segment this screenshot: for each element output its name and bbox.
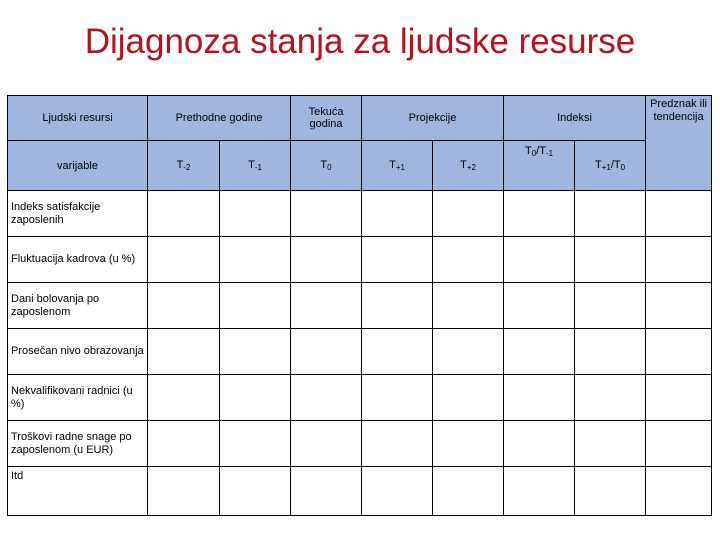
table-cell [433, 191, 504, 237]
table-cell [291, 421, 362, 467]
table-cell [433, 283, 504, 329]
row-label: Dani bolovanja po zaposlenom [8, 283, 148, 329]
table-cell [148, 467, 220, 516]
table-cell [362, 191, 433, 237]
diagnosis-table [7, 95, 712, 516]
table-cell [433, 329, 504, 375]
header-t-plus1: $T_{+1}$ [362, 141, 433, 191]
row-label: Itd [8, 467, 148, 516]
table-cell [646, 421, 712, 467]
table-cell [362, 329, 433, 375]
table-cell [575, 237, 646, 283]
table-cell [291, 375, 362, 421]
table-cell [148, 237, 220, 283]
table-cell [575, 283, 646, 329]
header-varijable: varijable [8, 141, 148, 191]
table-cell [148, 375, 220, 421]
table-cell [362, 283, 433, 329]
table-row [8, 421, 712, 467]
table-cell [362, 421, 433, 467]
table-row [8, 375, 712, 421]
table-cell [504, 421, 575, 467]
table-cell [646, 375, 712, 421]
table-cell [291, 237, 362, 283]
table-cell [291, 191, 362, 237]
table-cell [291, 329, 362, 375]
table-cell [291, 283, 362, 329]
table-cell [433, 421, 504, 467]
table-cell [504, 237, 575, 283]
table-cell [148, 421, 220, 467]
table-cell [148, 283, 220, 329]
row-label: Prosečan nivo obrazovanja [8, 329, 148, 375]
header-row-groups [8, 96, 712, 141]
table-row [8, 237, 712, 283]
row-label: Indeks satisfakcije zaposlenih [8, 191, 148, 237]
header-index-t1-t0: $T_{+1}/T_0$ [575, 141, 646, 191]
table-cell [433, 237, 504, 283]
table-cell [148, 191, 220, 237]
table-cell [575, 191, 646, 237]
table-cell [362, 375, 433, 421]
table-cell [504, 329, 575, 375]
header-index-t0-t-1: $T_0/T_{-1}$ [504, 141, 575, 191]
table-cell [291, 467, 362, 516]
header-predznak: Predznak ili tendencija [646, 96, 712, 191]
table-cell [646, 467, 712, 516]
table-cell [575, 421, 646, 467]
header-prethodne-godine: Prethodne godine [148, 96, 291, 141]
table-cell [148, 329, 220, 375]
row-label: Troškovi radne snage po zaposlenom (u EUR) [8, 421, 148, 467]
table-cell [362, 467, 433, 516]
row-label: Fluktuacija kadrova (u %) [8, 237, 148, 283]
page-title: Dijagnoza stanja za ljudske resurse [84, 22, 636, 61]
header-indeksi: Indeksi [504, 96, 646, 141]
table-cell [646, 237, 712, 283]
table-cell [433, 467, 504, 516]
header-t-plus2: $T_{+2}$ [433, 141, 504, 191]
table-cell [220, 421, 291, 467]
header-ljudski-resursi: Ljudski resursi [8, 96, 148, 141]
table-cell [504, 375, 575, 421]
table-cell [646, 191, 712, 237]
table-cell [575, 329, 646, 375]
table-cell [220, 237, 291, 283]
table-cell [646, 283, 712, 329]
table-row [8, 283, 712, 329]
table-row [8, 191, 712, 237]
row-label: Nekvalifikovani radnici (u %) [8, 375, 148, 421]
table-cell [504, 467, 575, 516]
table-cell [504, 191, 575, 237]
header-t-minus2: $T_{-2}$ [148, 141, 220, 191]
table-cell [362, 237, 433, 283]
table-cell [220, 283, 291, 329]
table-cell [575, 375, 646, 421]
table-cell [220, 375, 291, 421]
table-row [8, 467, 712, 516]
table-cell [220, 191, 291, 237]
table-cell [646, 329, 712, 375]
header-tekuca-godina: Tekuća godina [291, 96, 362, 141]
table-cell [220, 467, 291, 516]
table-cell [433, 375, 504, 421]
header-row-variables [8, 141, 712, 191]
header-t0: $T_0$ [291, 141, 362, 191]
table-cell [575, 467, 646, 516]
header-t-minus1: $T_{-1}$ [220, 141, 291, 191]
header-projekcije: Projekcije [362, 96, 504, 141]
table-row [8, 329, 712, 375]
table-cell [504, 283, 575, 329]
table-cell [220, 329, 291, 375]
